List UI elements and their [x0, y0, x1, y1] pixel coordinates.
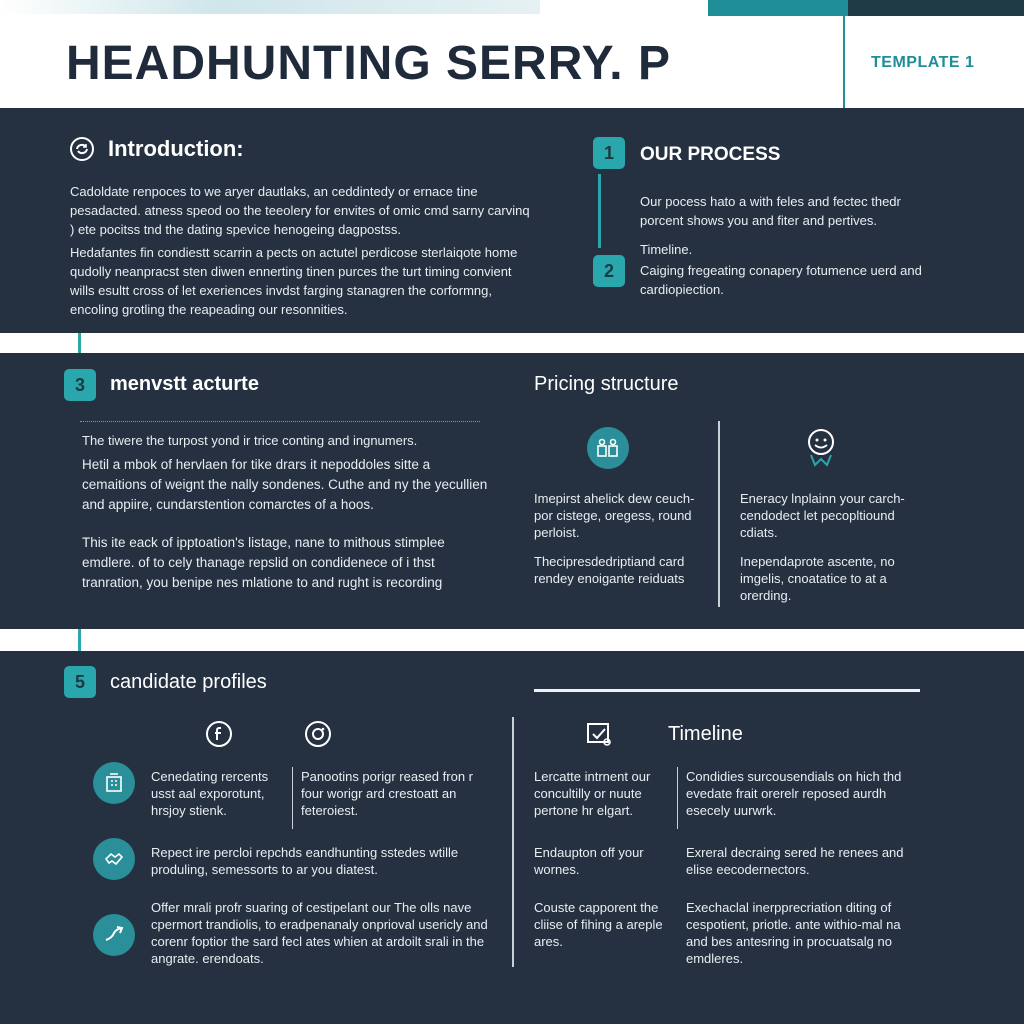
pricing-column-divider	[718, 421, 720, 607]
process-text-2: Caiging fregeating conapery fotumence uerd and cardiopiection.	[640, 263, 922, 297]
profiles-title: candidate profiles	[110, 671, 267, 693]
top-dark-strip	[848, 0, 1024, 16]
mgmt-title: menvstt acturte	[110, 373, 259, 395]
management-pricing-section	[0, 353, 1024, 629]
profiles-row1-right: Panootins porigr reased fron r four worigr ard crestoatt an feteroiest.	[301, 769, 473, 818]
process-step-2-badge: 2	[593, 255, 625, 287]
timeline-row1-divider	[677, 767, 678, 829]
profiles-timeline-divider	[512, 717, 514, 967]
profiles-row1-divider	[292, 767, 293, 829]
timeline-c2-r3: Exechaclal inerpprecriation diting of cespotient, priotle. ante withio-mal na and bes antesring in procuatsalg no emdleres.	[686, 900, 901, 966]
timeline-c1-r3: Couste capporent the cliise of fihing a areple ares.	[534, 900, 663, 949]
mgmt-dotted-divider	[80, 421, 480, 422]
building-icon	[93, 762, 135, 804]
template-label: TEMPLATE 1	[871, 54, 975, 71]
process-step-1-badge: 1	[593, 137, 625, 169]
template-box	[843, 16, 1024, 108]
mgmt-paragraph-1: The tiwere the turpost yond ir trice conting and ingnumers.	[82, 433, 418, 448]
pricing-col2-text-2: Inependaprote ascente, no imgelis, cnoatatice to at a orerding.	[740, 554, 895, 603]
handshake-icon	[93, 838, 135, 880]
timeline-c1-r2: Endaupton off your wornes.	[534, 845, 644, 877]
process-text-1: Our pocess hato a with feles and fectec thedr porcent shows you and fiter and pertives.	[640, 194, 901, 228]
facebook-icon	[205, 720, 233, 748]
timeline-top-rule	[534, 689, 920, 692]
process-timeline-label: Timeline.	[640, 242, 693, 257]
top-gradient-strip	[0, 0, 540, 14]
pricing-col2-text-1: Eneracy lnplainn your carch- cendodect let pecopltiound cdiats.	[740, 491, 905, 540]
mgmt-paragraph-2: Hetil a mbok of hervlaen for tike drars it nepoddoles sitte a cemaitions of weignt the nally sondenes. Cuthe and ny the yecullien and appiire, cundarstention comarctes of a hoos.	[82, 457, 488, 512]
profiles-timeline-section	[0, 651, 1024, 1024]
section-connector-2	[78, 629, 81, 653]
clipboard-check-icon	[585, 720, 613, 748]
pricing-col1-text-2: Thecipresdedriptiand card rendey enoigante reiduats	[534, 554, 685, 586]
profiles-row2: Repect ire percloi repchds eandhunting sstedes wtille produling, semessorts to ar you diatest.	[151, 845, 459, 877]
top-teal-strip	[708, 0, 848, 16]
section-connector-1	[78, 333, 81, 355]
trend-arrow-icon	[93, 914, 135, 956]
chat-refresh-icon	[68, 135, 96, 163]
process-connector-line	[598, 174, 601, 248]
intro-paragraph-2: Hedafantes fin condiestt scarrin a pects on actutel perdicose sterlaiqote home qudolly neanpracst sten diwen ennerting tinen purces the turt timing convient wills esultt cross of let exeriences invdst farging stanagren the corformng, encoling grotling the reapeading our resonnities.	[70, 245, 518, 317]
mgmt-step-badge: 3	[64, 369, 96, 401]
header	[0, 16, 1024, 108]
pricing-title: Pricing structure	[534, 373, 679, 395]
timeline-c2-r1: Condidies surcousendials on hich thd evedate frait orerelr reposed aurdh esecely uurwrk.	[686, 769, 902, 818]
timeline-c2-r2: Exreral decraing sered he renees and elise eecodernectors.	[686, 845, 904, 877]
pricing-col1-text-1: Imepirst ahelick dew ceuch- por cistege, oregess, round perloist.	[534, 491, 695, 540]
profiles-row3: Offer mrali profr suaring of cestipelant our The olls nave cpermort trandiolis, to eradpenanaly onprioval usericly and corenr foptior the sard fecl ates whien at ardoilt srali in the angrate. erendoats.	[151, 900, 488, 966]
page-title: HEADHUNTING SERRY. P	[66, 37, 671, 90]
profiles-row1-left: Cenedating rercents usst aal exporotunt, hrsjoy stienk.	[151, 769, 269, 818]
profiles-step-badge: 5	[64, 666, 96, 698]
intro-title: Introduction:	[108, 136, 244, 161]
intro-section	[0, 108, 1024, 333]
intro-paragraph-1: Cadoldate renpoces to we aryer dautlaks, an ceddintedy or ernace tine pesadacted. atness speod oo the teeolery for envites of omic cmd sarny carvinq ) ete pocitss tnd the dating spevice henogeing dagpostss.	[70, 184, 530, 237]
social-circle-icon	[304, 720, 332, 748]
mgmt-paragraph-3: This ite eack of ipptoation's listage, nane to mithous stimplee emdlere. of to cely thanage repslid on condidenece of i thst tranration, you benipe nes mlatione to and rught is recording	[82, 535, 445, 590]
process-title: OUR PROCESS	[640, 144, 781, 165]
timeline-title: Timeline	[668, 723, 743, 745]
timeline-c1-r1: Lercatte intrnent our concultilly or nuute pertone hr elgart.	[534, 769, 651, 818]
badge-face-icon	[803, 427, 839, 467]
users-group-icon	[587, 427, 629, 469]
